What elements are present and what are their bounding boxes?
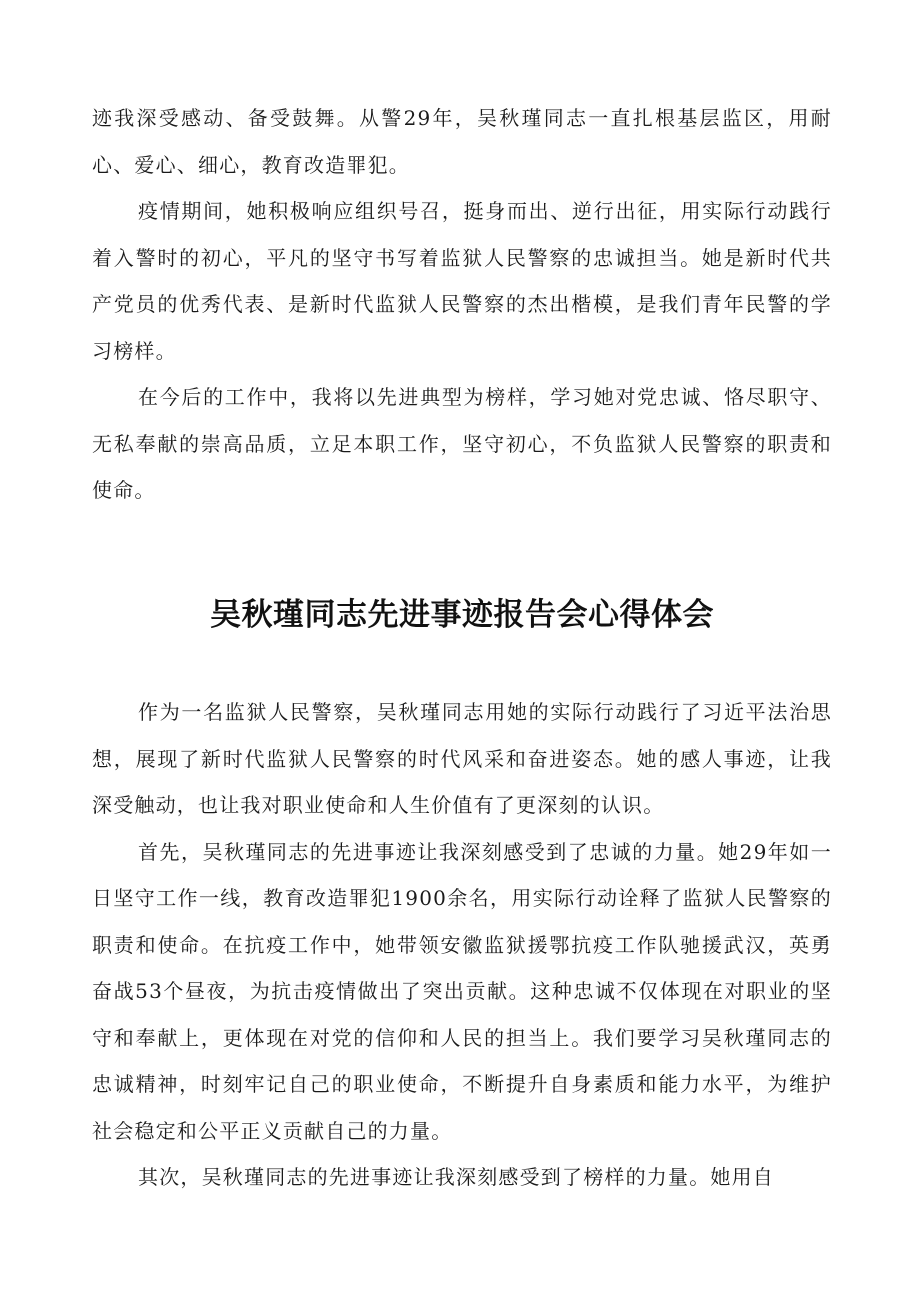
- article-title: 吴秋瑾同志先进事迹报告会心得体会: [210, 597, 714, 633]
- article-body: [92, 689, 832, 1201]
- paragraph: 疫情期间，她积极响应组织号召，挺身而出、逆行出征，用实际行动践行着入警时的初心，平凡的坚守书写着监狱人民警察的忠诚担当。她是新时代共产党员的优秀代表、是新时代监狱人民警察的杰出楷模，是我们青年民警的学习榜样。: [92, 199, 832, 363]
- paragraph-continuation: 迹我深受感动、备受鼓舞。从警29年，吴秋瑾同志一直扎根基层监区，用耐心、爱心、细心，教育改造罪犯。: [92, 106, 832, 177]
- previous-article-tail: [92, 95, 832, 514]
- paragraph: 作为一名监狱人民警察，吴秋瑾同志用她的实际行动践行了习近平法治思想，展现了新时代监狱人民警察的时代风采和奋进姿态。她的感人事迹，让我深受触动，也让我对职业使命和人生价值有了更深刻的认识。: [92, 700, 832, 817]
- paragraph: 其次，吴秋瑾同志的先进事迹让我深刻感受到了榜样的力量。她用自: [138, 1165, 774, 1189]
- paragraph: 在今后的工作中，我将以先进典型为榜样，学习她对党忠诚、恪尽职守、无私奉献的崇高品质，立足本职工作，坚守初心，不负监狱人民警察的职责和使命。: [92, 385, 832, 502]
- paragraph: 首先，吴秋瑾同志的先进事迹让我深刻感受到了忠诚的力量。她29年如一日坚守工作一线，教育改造罪犯1900余名，用实际行动诠释了监狱人民警察的职责和使命。在抗疫工作中，她带领安徽监狱援鄂抗疫工作队驰援武汉，英勇奋战53个昼夜，为抗击疫情做出了突出贡献。这种忠诚不仅体现在对职业的坚守和奉献上，更体现在对党的信仰和人民的担当上。我们要学习吴秋瑾同志的忠诚精神，时刻牢记自己的职业使命，不断提升自身素质和能力水平，为维护社会稳定和公平正义贡献自己的力量。: [92, 839, 832, 1143]
